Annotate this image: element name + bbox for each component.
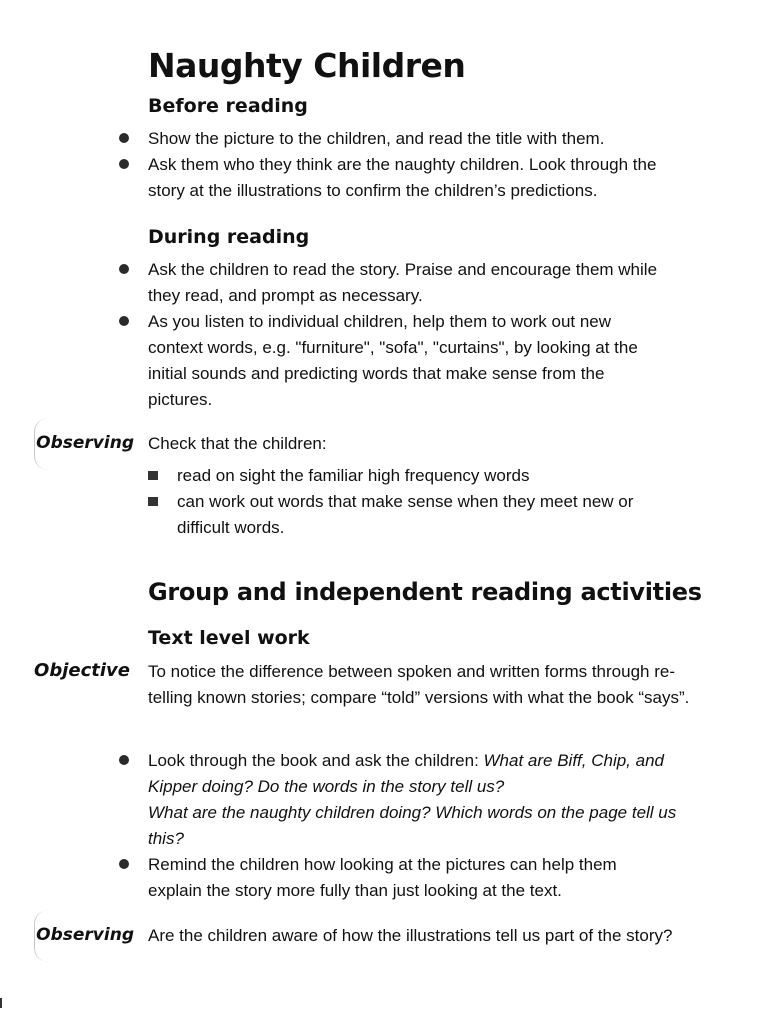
list-item-text: Look through the book and ask the children:	[148, 751, 484, 770]
list-item-text: As you listen to individual children, help them to work out new context words, e.g. "furniture", "sofa", "curtains", by looking at the initial sounds and predicting words that make sense from the pictures.	[148, 312, 638, 409]
objective-text: To notice the difference between spoken and written forms through re-telling known stories; compare “told” versions with what the book “says”.	[148, 662, 690, 707]
page-edge-mark	[0, 998, 2, 1008]
objective-label: Objective	[34, 660, 130, 681]
list-item	[177, 489, 657, 541]
square-bullet-icon	[148, 497, 158, 506]
list-item-text: Ask them who they think are the naughty children. Look through the story at the illustrations to confirm the children’s predictions.	[148, 155, 657, 200]
list-item-text: Ask the children to read the story. Praise and encourage them while they read, and prompt as necessary.	[148, 260, 658, 305]
question-text: What are Biff, Chip, and Kipper doing? Do the words in the story tell us?	[148, 751, 664, 796]
list-item	[148, 126, 708, 152]
observing-label: Observing	[36, 925, 134, 945]
observing-label: Observing	[36, 433, 134, 453]
bullet-icon	[119, 316, 129, 326]
bullet-icon	[119, 264, 129, 274]
list-item-text: read on sight the familiar high frequency words	[177, 466, 530, 485]
observing-text: Are the children aware of how the illustrations tell us part of the story?	[148, 926, 673, 945]
bullet-icon	[119, 755, 129, 765]
bullet-icon	[119, 159, 129, 169]
observing-intro: Check that the children:	[148, 434, 327, 453]
list-item	[148, 748, 693, 852]
list-item	[148, 309, 658, 413]
question-text: What are the naughty children doing? Which words on the page tell us this?	[148, 803, 677, 848]
text-level-heading: Text level work	[148, 627, 310, 649]
list-item	[148, 852, 668, 904]
page-title: Naughty Children	[148, 46, 466, 85]
list-item-text: Show the picture to the children, and read the title with them.	[148, 129, 605, 148]
list-item	[177, 463, 697, 489]
list-item-text: can work out words that make sense when they meet new or difficult words.	[177, 492, 634, 537]
bullet-icon	[119, 133, 129, 143]
list-item	[148, 257, 693, 309]
list-item	[148, 152, 678, 204]
before-reading-heading: Before reading	[148, 95, 308, 117]
square-bullet-icon	[148, 471, 158, 480]
during-reading-heading: During reading	[148, 226, 310, 248]
group-activities-heading: Group and independent reading activities	[148, 578, 702, 606]
list-item-text: Remind the children how looking at the pictures can help them explain the story more fully than just looking at the text.	[148, 855, 617, 900]
bullet-icon	[119, 859, 129, 869]
